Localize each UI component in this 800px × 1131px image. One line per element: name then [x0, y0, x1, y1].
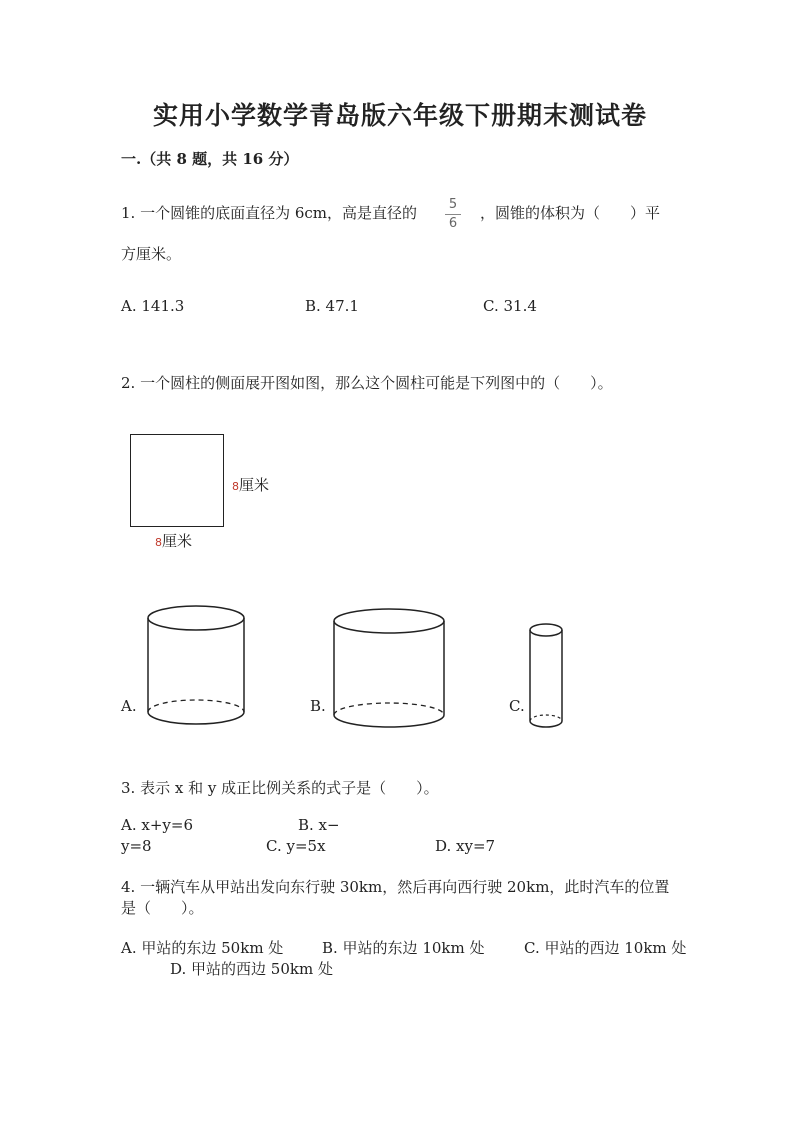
cylinder-b-figure[interactable] — [332, 607, 448, 731]
q4-text: 4. 一辆汽车从甲站出发向东行驶 30km，然后再向西行驶 20km，此时汽车的位置 — [121, 878, 670, 896]
q4-text-continued: 是（ ）。 — [121, 899, 204, 917]
q1-fraction — [445, 198, 461, 231]
q2-text: 2. 一个圆柱的侧面展开图如图，那么这个圆柱可能是下列图中的（ ）。 — [121, 374, 613, 392]
q4-option-b[interactable]: B. 甲站的东边 10km 处 — [322, 939, 485, 957]
side-label-number: 8 — [232, 480, 239, 493]
q4-option-a[interactable]: A. 甲站的东边 50km 处 — [121, 939, 284, 957]
q1-option-b[interactable]: B. 47.1 — [305, 297, 359, 315]
q3-text: 3. 表示 x 和 y 成正比例关系的式子是（ ）。 — [121, 779, 439, 797]
q3-option-b[interactable]: B. x− — [298, 816, 340, 834]
cylinder-a-figure[interactable] — [146, 604, 246, 728]
section-heading: 一.（共 8 题，共 16 分） — [121, 150, 299, 168]
side-label-unit: 厘米 — [239, 476, 270, 494]
square-side-label — [232, 474, 269, 495]
q3-option-d[interactable]: D. xy=7 — [435, 837, 496, 855]
bottom-label-unit: 厘米 — [162, 532, 193, 550]
cylinder-c-figure[interactable] — [529, 622, 565, 732]
bottom-label-number: 8 — [155, 536, 162, 549]
q4-option-c[interactable]: C. 甲站的西边 10km 处 — [524, 939, 687, 957]
q1-text-start: 1. 一个圆锥的底面直径为 6cm，高是直径的 — [121, 204, 418, 222]
q2-option-c-label[interactable]: C. — [509, 697, 525, 715]
fraction-bar — [445, 214, 461, 215]
q1-fraction-denominator: 6 — [448, 216, 458, 231]
q2-option-a-label[interactable]: A. — [121, 697, 137, 715]
q3-option-c[interactable]: C. y=5x — [266, 837, 326, 855]
q3-option-a[interactable]: A. x+y=6 — [121, 816, 193, 834]
q2-option-b-label[interactable]: B. — [310, 697, 326, 715]
q1-option-a[interactable]: A. 141.3 — [121, 297, 185, 315]
q1-text-end: ，圆锥的体积为（ ）平 — [480, 204, 661, 222]
q4-option-d[interactable]: D. 甲站的西边 50km 处 — [170, 960, 333, 978]
q1-fraction-numerator: 5 — [448, 197, 458, 212]
q1-text-continued: 方厘米。 — [121, 245, 182, 263]
square-bottom-label — [155, 530, 192, 551]
page-title: 实用小学数学青岛版六年级下册期末测试卷 — [152, 101, 647, 130]
q3-option-b-continued[interactable]: y=8 — [121, 837, 152, 855]
unfolded-square-figure — [130, 434, 224, 527]
q1-option-c[interactable]: C. 31.4 — [483, 297, 537, 315]
